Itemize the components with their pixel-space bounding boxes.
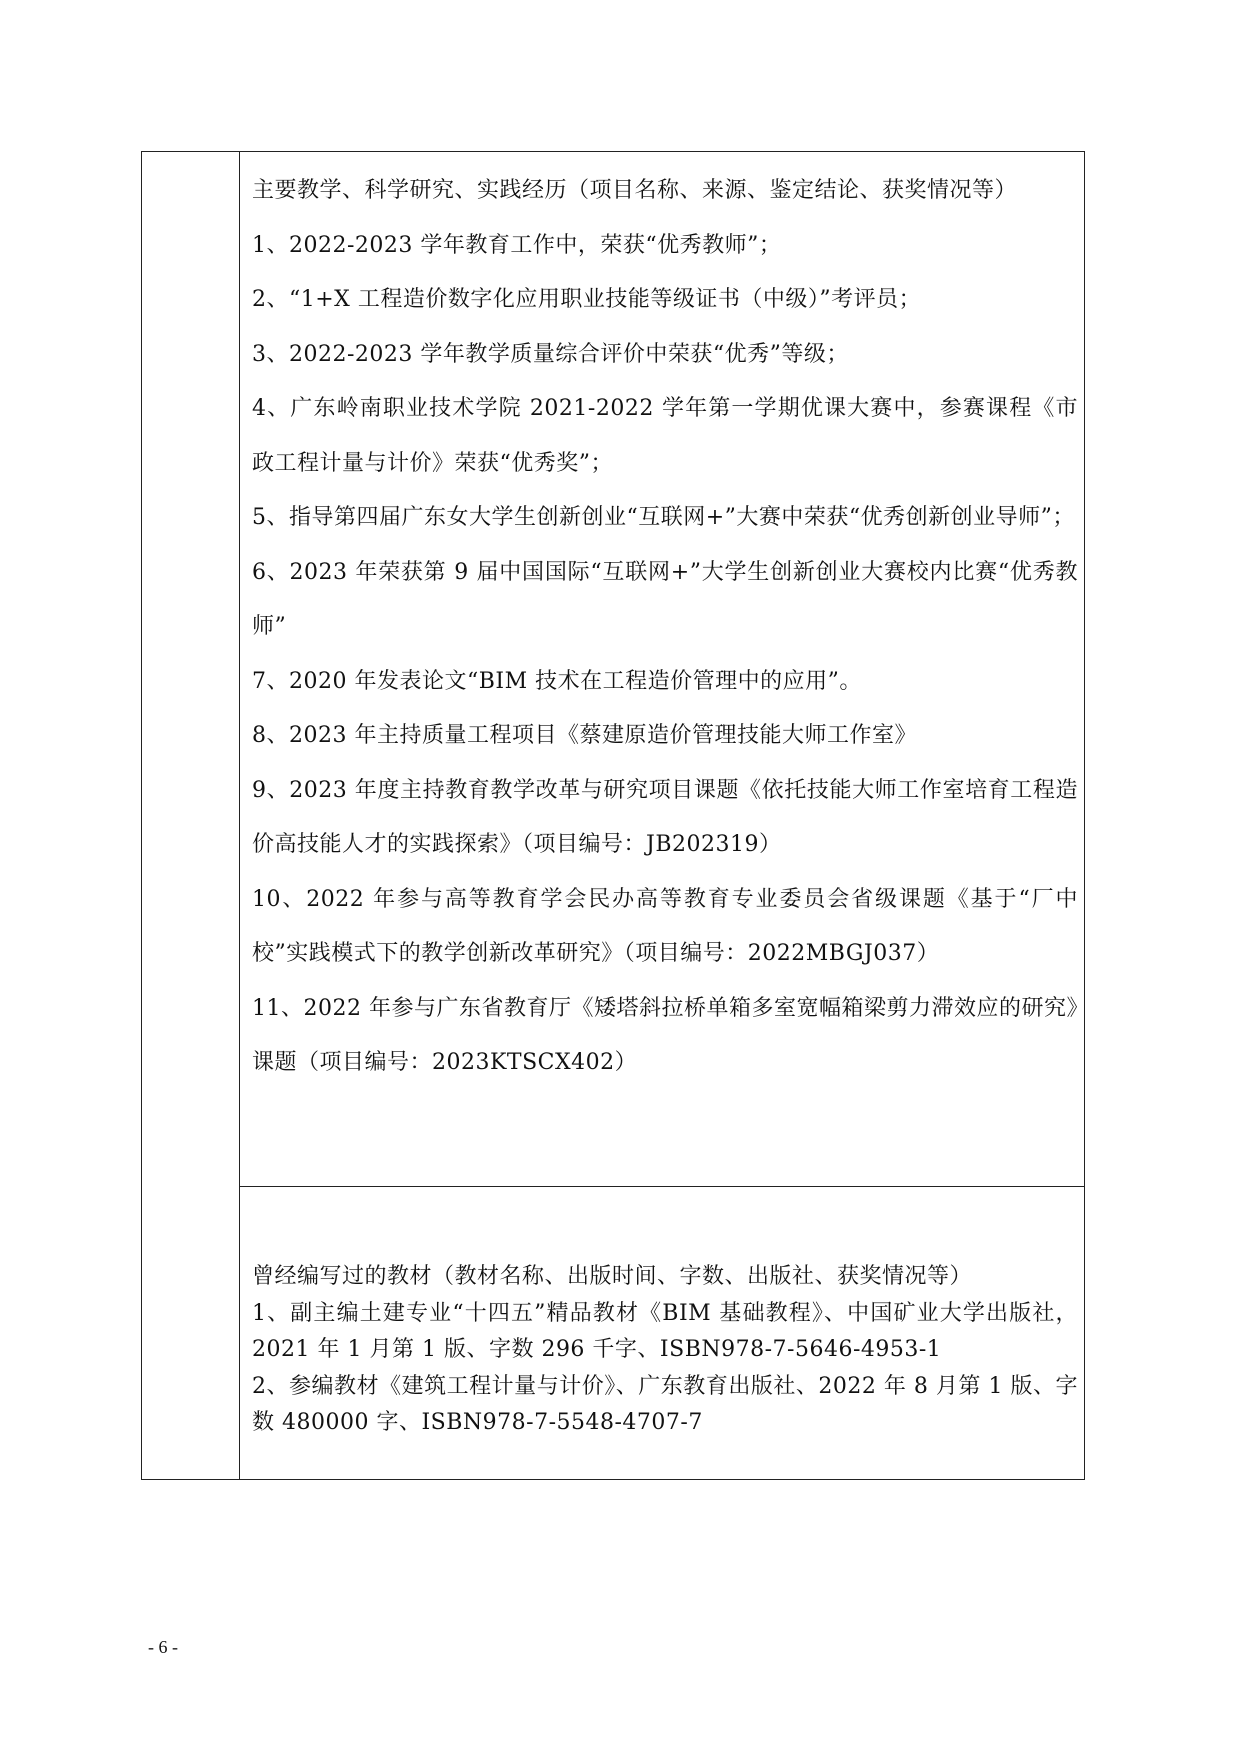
label-column (142, 152, 240, 1479)
research-experience-cell (240, 152, 1084, 1187)
research-item: 4、广东岭南职业技术学院 2021-2022 学年第一学期优课大赛中，参赛课程《市政工程计量与计价》荣获“优秀奖”； (252, 396, 1078, 476)
research-heading: 主要教学、科学研究、实践经历（项目名称、来源、鉴定结论、获奖情况等） (252, 178, 1018, 203)
research-item: 5、指导第四届广东女大学生创新创业“互联网+”大赛中荣获“优秀创新创业导师”； (252, 505, 1075, 530)
research-item: 8、2023 年主持质量工程项目《蔡建原造价管理技能大师工作室》 (252, 723, 917, 748)
textbooks-heading: 曾经编写过的教材（教材名称、出版时间、字数、出版社、获奖情况等） (252, 1264, 973, 1289)
textbooks-cell (240, 1187, 1084, 1479)
research-item: 3、2022-2023 学年教学质量综合评价中荣获“优秀”等级； (252, 341, 849, 367)
research-item: 9、2023 年度主持教育教学改革与研究项目课题《依托技能大师工作室培育工程造价高技能人才的实践探索》（项目编号：JB202319） (252, 777, 1078, 857)
research-item: 2、“1+X 工程造价数字化应用职业技能等级证书（中级）”考评员； (252, 287, 922, 312)
research-item: 7、2020 年发表论文“BIM 技术在工程造价管理中的应用”。 (252, 668, 862, 694)
research-item: 10、2022 年参与高等教育学会民办高等教育专业委员会省级课题《基于“厂中校”实践模式下的教学创新改革研究》（项目编号：2022MBGJ037） (252, 886, 1078, 966)
research-item: 11、2022 年参与广东省教育厅《矮塔斜拉桥单箱多室宽幅箱梁剪力滞效应的研究》课题（项目编号：2023KTSCX402） (252, 995, 1078, 1075)
page-number: - 6 - (148, 1637, 178, 1657)
form-table (141, 151, 1085, 1480)
textbook-item: 1、副主编土建专业“十四五”精品教材《BIM 基础教程》、中国矿业大学出版社，2021 年 1 月第 1 版、字数 296 千字、ISBN978-7-5646-4953-1 (252, 1300, 1078, 1362)
research-experience-text (252, 164, 1078, 1091)
textbook-item: 2、参编教材《建筑工程计量与计价》、广东教育出版社、2022 年 8 月第 1 版、字数 480000 字、ISBN978-7-5548-4707-7 (252, 1373, 1078, 1435)
research-item: 6、2023 年荣获第 9 届中国国际“互联网+”大学生创新创业大赛校内比赛“优秀教师” (252, 559, 1078, 639)
research-item: 1、2022-2023 学年教育工作中，荣获“优秀教师”； (252, 232, 782, 258)
textbooks-text (252, 1259, 1078, 1442)
